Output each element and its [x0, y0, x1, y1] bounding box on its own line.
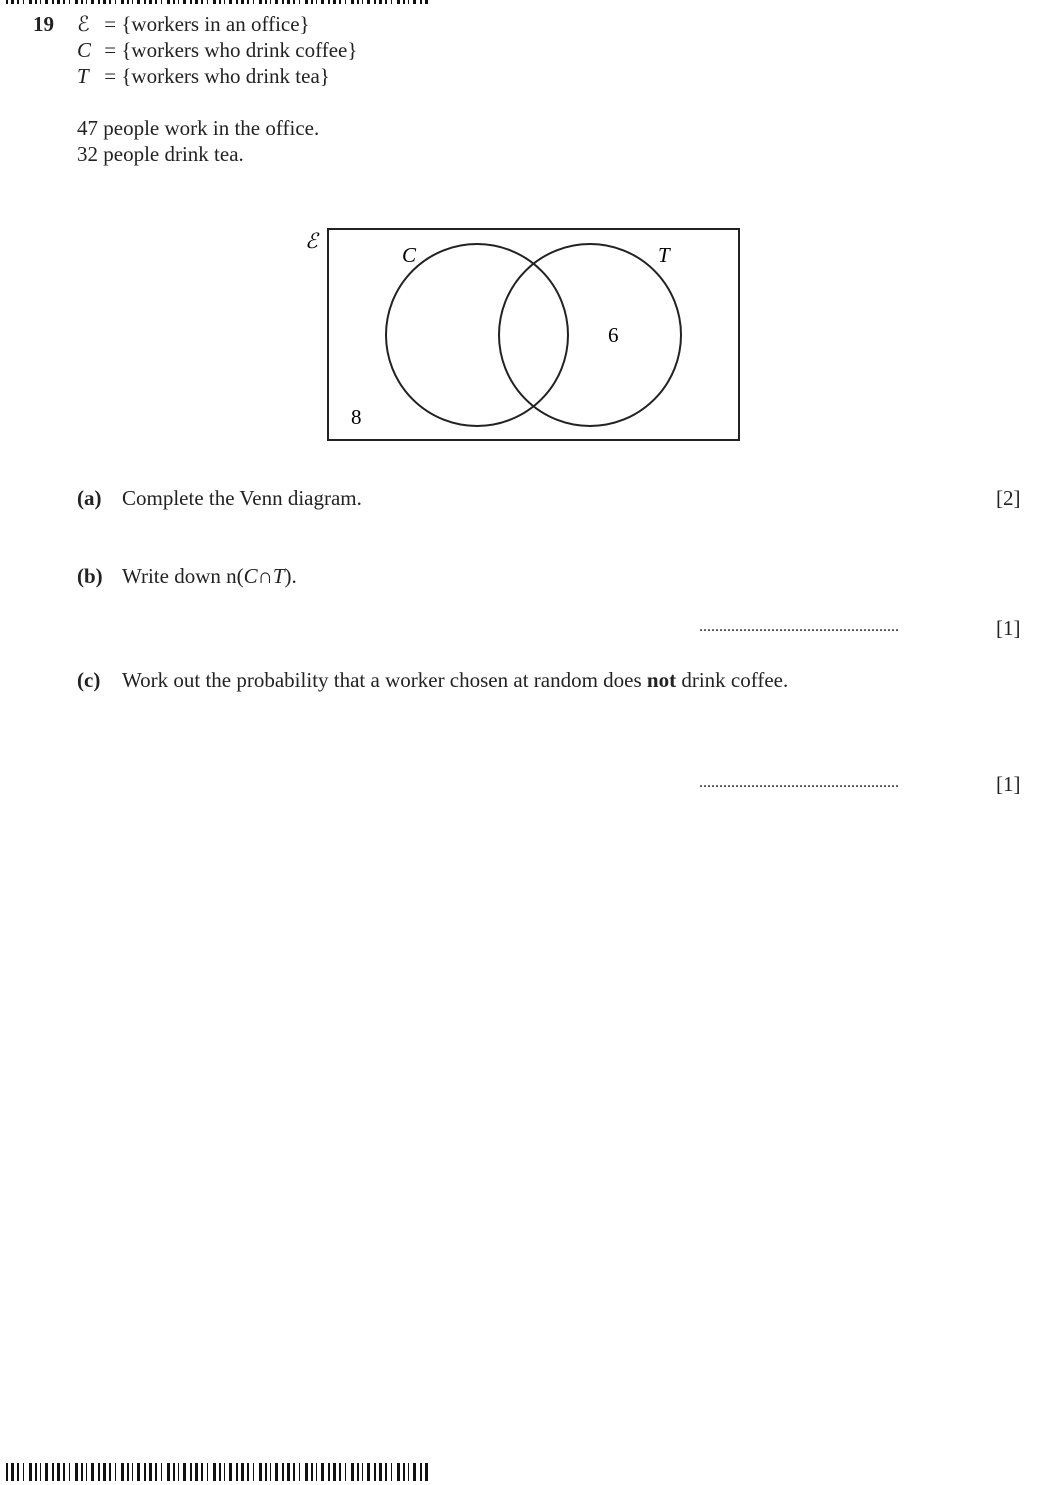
part-a-label: (a)	[77, 486, 102, 510]
universal-label: ℰ	[305, 229, 318, 253]
part-b-text	[122, 566, 297, 587]
set-t-symbol: T	[77, 64, 89, 88]
part-c-text-after: drink coffee.	[676, 668, 789, 692]
part-b-answer-line[interactable]: ..................................................	[699, 618, 899, 635]
part-c-label: (c)	[77, 668, 101, 692]
part-b-label: (b)	[77, 564, 103, 588]
equals-sign: =	[104, 64, 117, 88]
part-b-set-c: C	[243, 564, 258, 588]
set-c-label: C	[402, 243, 417, 267]
outside-value: 8	[351, 405, 362, 429]
set-c-circle[interactable]	[386, 244, 568, 426]
part-c-text	[122, 670, 788, 691]
part-a-text: Complete the Venn diagram.	[122, 486, 362, 510]
fact-total-workers: 47 people work in the office.	[77, 116, 320, 140]
tea-set-text: {workers who drink tea}	[121, 64, 330, 88]
equals-sign: =	[104, 38, 117, 62]
set-c-symbol: C	[77, 38, 92, 62]
set-t-label: T	[658, 243, 670, 267]
part-c-answer-line[interactable]: ..................................................	[699, 774, 899, 791]
part-a-marks: [2]	[996, 486, 1021, 510]
part-c-text-before: Work out the probability that a worker chosen at random does	[122, 668, 647, 692]
part-b-text-before: Write down n(	[122, 564, 244, 588]
question-number: 19	[33, 12, 54, 36]
coffee-set-text: {workers who drink coffee}	[121, 38, 358, 62]
t-only-value: 6	[608, 323, 619, 347]
universal-set-text: {workers in an office}	[121, 12, 310, 36]
part-b-text-after: ).	[284, 564, 297, 588]
universal-symbol: ℰ	[77, 12, 90, 36]
fact-tea-drinkers: 32 people drink tea.	[77, 142, 244, 166]
universal-set-rectangle	[328, 229, 739, 440]
intersection-symbol: ∩	[257, 564, 273, 588]
equals-sign: =	[104, 12, 117, 36]
part-c-marks: [1]	[996, 772, 1021, 796]
part-b-set-t: T	[272, 564, 285, 588]
part-c-bold-not: not	[646, 668, 677, 692]
barcode-bottom	[6, 1463, 431, 1481]
part-b-marks: [1]	[996, 616, 1021, 640]
set-t-circle[interactable]	[499, 244, 681, 426]
venn-diagram	[0, 0, 1056, 460]
